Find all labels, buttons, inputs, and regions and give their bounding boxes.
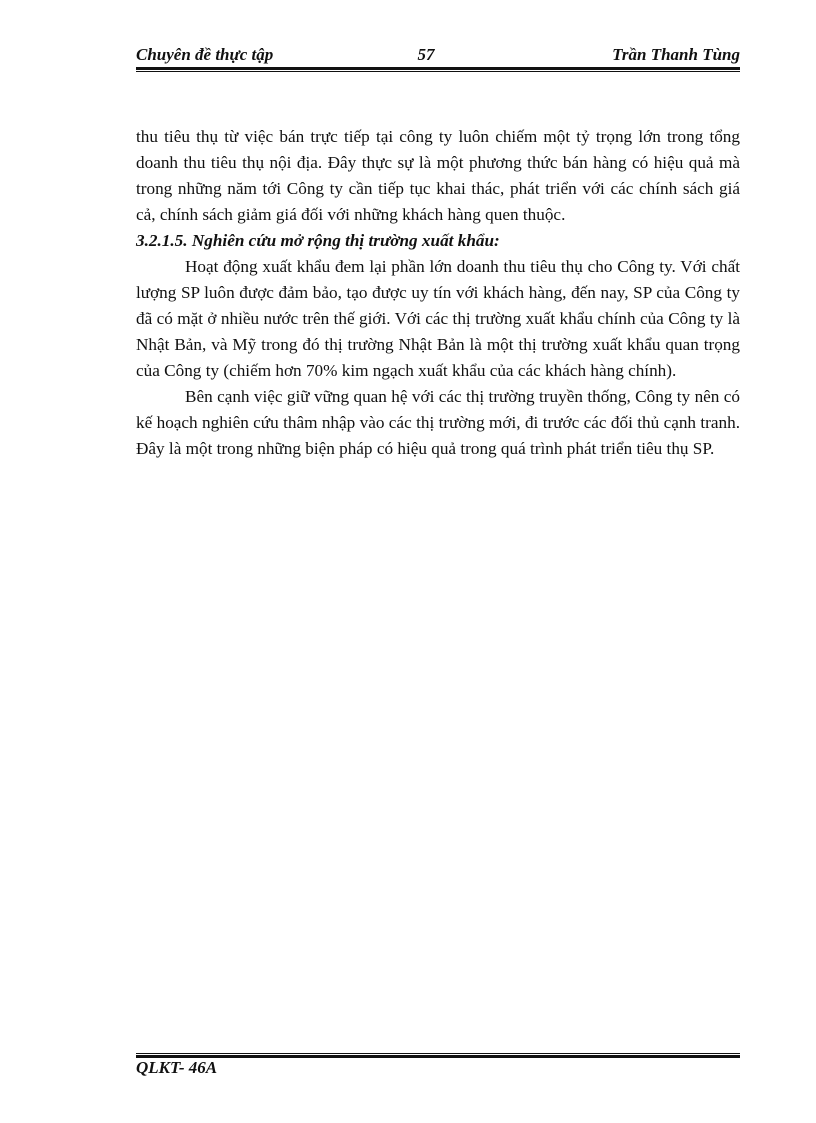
body-paragraph-continued: thu tiêu thụ từ việc bán trực tiếp tại công ty luôn chiếm một tỷ trọng lớn trong tổng doanh thu tiêu thụ nội địa. Đây thực sự là một phương thức bán hàng có hiệu quả mà trong những năm tới Công ty cần tiếp tục khai thác, phát triển với các chính sách giá cả, chính sách giảm giá đối với những khách hàng quen thuộc. <box>136 127 740 224</box>
header-rule-thick <box>136 67 740 70</box>
footer-rule-thick <box>136 1055 740 1058</box>
header-page-number: 57 <box>417 45 435 64</box>
section-heading: 3.2.1.5. Nghiên cứu mở rộng thị trường xuất khẩu: <box>136 231 500 250</box>
body-paragraph-new-markets: Bên cạnh việc giữ vững quan hệ với các thị trường truyền thống, Công ty nên có kế hoạch nghiên cứu thâm nhập vào các thị trường mới, đi trước các đối thủ cạnh tranh. Đây là một trong những biện pháp có hiệu quả trong quá trình phát triển tiêu thụ SP. <box>136 387 740 458</box>
body-paragraph-export: Hoạt động xuất khẩu đem lại phần lớn doanh thu tiêu thụ cho Công ty. Với chất lượng SP luôn được đảm bảo, tạo được uy tín với khách hàng, đến nay, SP của Công ty đã có mặt ở nhiều nước trên thế giới. Với các thị trường xuất khẩu chính của Công ty là Nhật Bản, và Mỹ trong đó thị trường Nhật Bản là một thị trường xuất khẩu quan trọng của Công ty (chiếm hơn 70% kim ngạch xuất khẩu của các khách hàng chính). <box>136 257 740 380</box>
footer-class-code: QLKT- 46A <box>136 1058 218 1077</box>
page-header <box>136 44 740 66</box>
header-document-title: Chuyên đề thực tập <box>136 45 274 64</box>
header-author: Trần Thanh Tùng <box>612 45 740 64</box>
footer-rule-thin <box>136 1053 740 1054</box>
page-body <box>136 124 740 462</box>
header-rule-thin <box>136 71 740 72</box>
